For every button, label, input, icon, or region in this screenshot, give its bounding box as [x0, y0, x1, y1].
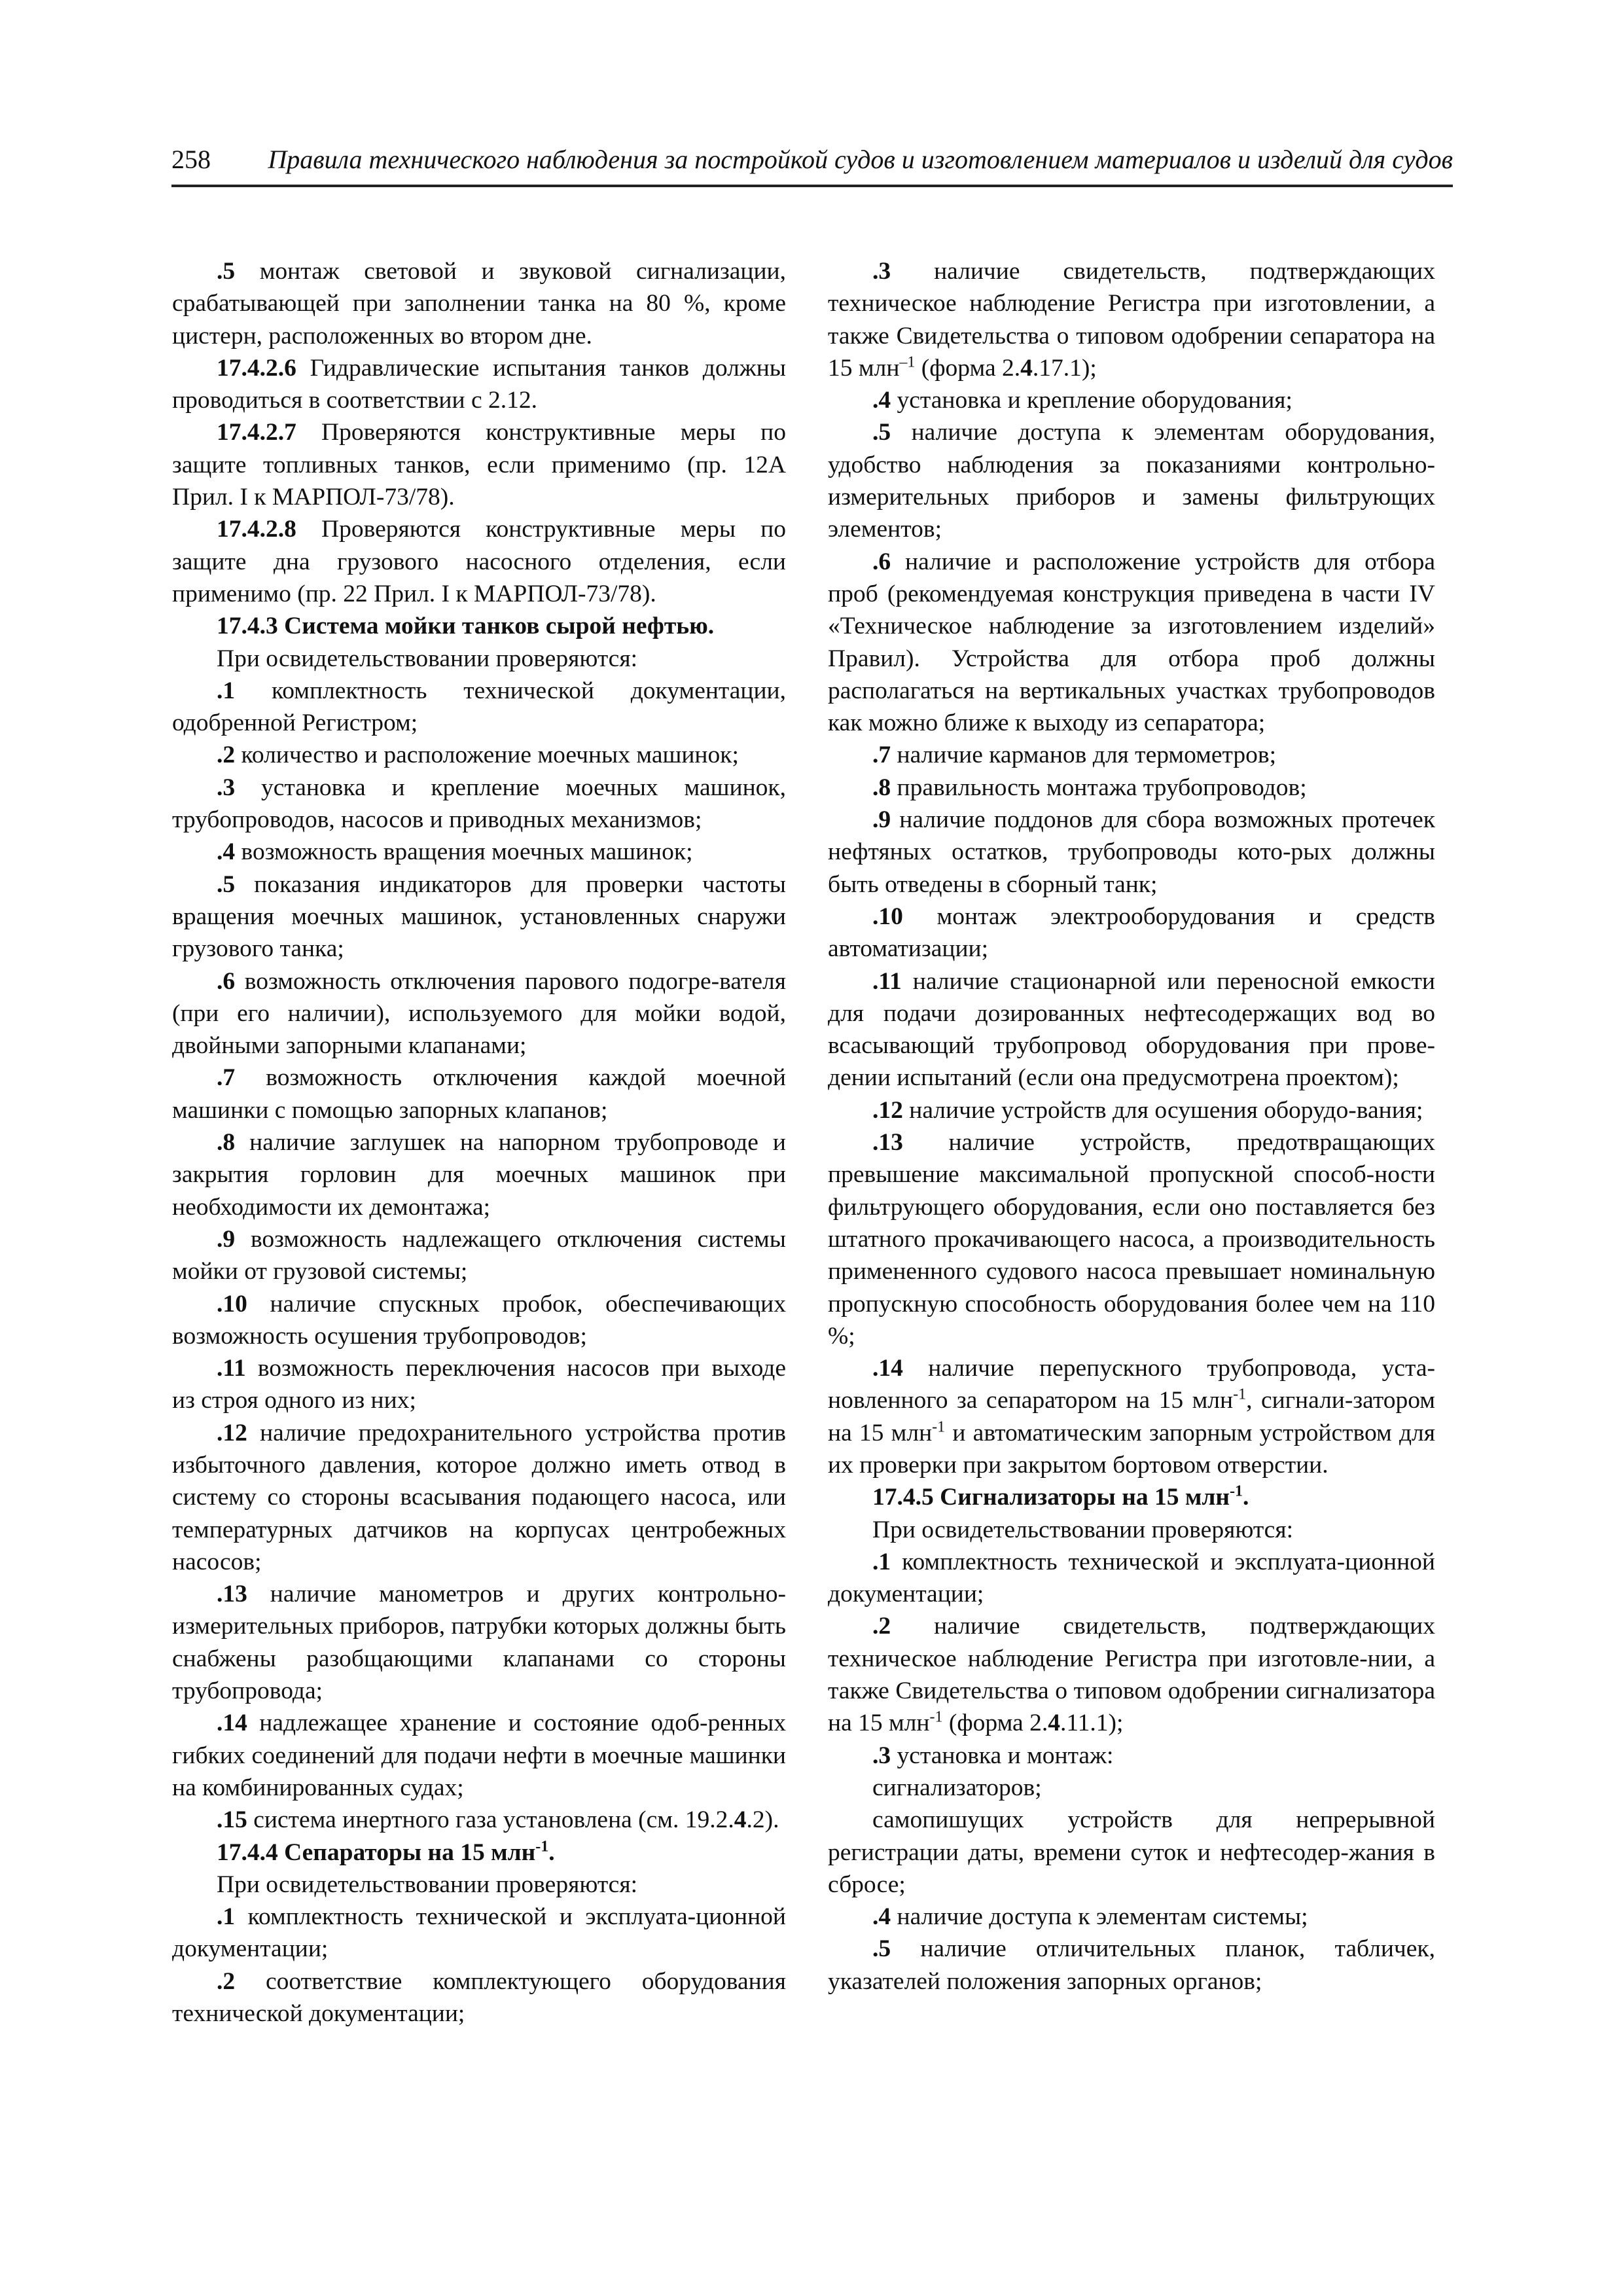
list-item: .10 наличие спускных пробок, обеспечивающих возможность осушения трубопроводов; [172, 1290, 786, 1350]
paragraph: .5 монтаж световой и звуковой сигнализации, срабатывающей при заполнении танка на 80 %, кроме цистерн, расположенных во втором дне. [172, 258, 786, 350]
section-heading: 17.4.4 Сепараторы на 15 млн$^{-1}$. [217, 1838, 555, 1866]
list-item: .2 количество и расположение моечных машинок; [217, 742, 739, 769]
list-item: .3 наличие свидетельств, подтверждающих техническое наблюдение Регистра при изготовлении, а также Свидетельства о типовом одобрении сепаратора на 15 млн$^{-1}$ (форма 2.4.17.1); [828, 258, 1435, 382]
list-item: .12 наличие устройств для осушения оборудо-вания; [872, 1096, 1423, 1124]
paragraph: самопишущих устройств для непрерывной регистрации даты, времени суток и нефтесодер-жания в сбросе; [828, 1806, 1435, 1898]
right-column [828, 255, 1435, 1998]
paragraph: При освидетельствовании проверяются: [872, 1516, 1293, 1543]
page-number: 258 [171, 145, 211, 174]
paragraph: сигнализаторов; [872, 1774, 1042, 1801]
list-item: .12 наличие предохранительного устройства против избыточного давления, которое должно иметь отвод в систему со стороны всасывания подающего насоса, или температурных датчиков на корпусах центробежных насосов; [172, 1419, 786, 1575]
running-header [171, 141, 1453, 187]
paragraph: При освидетельствовании проверяются: [217, 645, 637, 672]
list-item: .3 установка и крепление моечных машинок, трубопроводов, насосов и приводных механизмов; [172, 774, 786, 834]
paragraph: 17.4.2.6 Гидравлические испытания танков должны проводиться в соответствии с 2.12. [172, 354, 786, 414]
list-item: .11 наличие стационарной или переносной емкости для подачи дозированных нефтесодержащих вод во всасывающий трубопровод оборудования при прове-дении испытаний (если она предусмотрена проектом); [828, 967, 1435, 1092]
list-item: .7 возможность отключения каждой моечной машинки с помощью запорных клапанов; [172, 1064, 786, 1124]
list-item: .5 наличие доступа к элементам оборудования, удобство наблюдения за показаниями контрольно-измерительных приборов и замены фильтрующих элементов; [828, 419, 1435, 543]
list-item: .1 комплектность технической и эксплуата-ционной документации; [172, 1903, 786, 1963]
list-item: .13 наличие манометров и других контрольно-измерительных приборов, патрубки которых должны быть снабжены разобщающими клапанами со стороны трубопровода; [172, 1581, 786, 1705]
list-item: .3 установка и монтаж: [872, 1742, 1114, 1769]
list-item: .4 установка и крепление оборудования; [872, 387, 1293, 414]
list-item: .4 наличие доступа к элементам системы; [872, 1903, 1308, 1931]
list-item: .4 возможность вращения моечных машинок; [217, 838, 693, 866]
list-item: .11 возможность переключения насосов при выходе из строя одного из них; [172, 1355, 786, 1414]
list-item: .2 наличие свидетельств, подтверждающих техническое наблюдение Регистра при изготовле-нии, а также Свидетельства о типовом одобрении сигнализатора на 15 млн$^{-1}$ (форма 2.4.11.1); [828, 1613, 1435, 1737]
list-item: .6 возможность отключения парового подогре-вателя (при его наличии), используемого для мойки водой, двойными запорными клапанами; [172, 967, 786, 1060]
list-item: .8 наличие заглушек на напорном трубопроводе и закрытия горловин для моечных машинок при необходимости их демонтажа; [172, 1129, 786, 1221]
header-title: Правила технического наблюдения за постройкой судов и изготовлением материалов и изделий для судов [268, 145, 1453, 174]
list-item: .1 комплектность технической документации, одобренной Регистром; [172, 677, 786, 737]
list-item: .14 наличие перепускного трубопровода, уста-новленного за сепаратором на 15 млн$^{-1}$, сигнали-затором на 15 млн$^{-1}$ и автоматическим запорным устройством для их проверки при закрытом бортовом отверстии. [828, 1355, 1435, 1479]
left-column [172, 255, 786, 2030]
paragraph: 17.4.2.7 Проверяются конструктивные меры по защите топливных танков, если применимо (пр. 12А Прил. I к МАРПОЛ-73/78). [172, 419, 786, 511]
list-item: .7 наличие карманов для термометров; [872, 742, 1277, 769]
list-item: .1 комплектность технической и эксплуата-ционной документации; [828, 1548, 1435, 1608]
section-heading: 17.4.5 Сигнализаторы на 15 млн$^{-1}$. [872, 1482, 1249, 1511]
list-item: .9 наличие поддонов для сбора возможных протечек нефтяных остатков, трубопроводы кото-рых должны быть отведены в сборный танк; [828, 806, 1435, 898]
section-heading: 17.4.3 Система мойки танков сырой нефтью. [217, 613, 715, 640]
list-item: .5 наличие отличительных планок, табличек, указателей положения запорных органов; [828, 1935, 1435, 1995]
list-item: .5 показания индикаторов для проверки частоты вращения моечных машинок, установленных снаружи грузового танка; [172, 870, 786, 963]
list-item: .13 наличие устройств, предотвращающих превышение максимальной пропускной способ-ности фильтрующего оборудования, если оно поставляется без штатного прокачивающего насоса, а производительность примененного судового насоса превышает номинальную пропускную способность оборудования более чем на 110 %; [828, 1129, 1435, 1350]
list-item: .15 система инертного газа установлена (см. 19.2.4.2). [217, 1806, 779, 1834]
list-item: .6 наличие и расположение устройств для отбора проб (рекомендуемая конструкция приведена в части IV «Техническое наблюдение за изготовлением изделий» Правил). Устройства для отбора проб должны располагаться на вертикальных участках трубопроводов как можно ближе к выходу из сепаратора; [828, 548, 1435, 737]
paragraph: 17.4.2.8 Проверяются конструктивные меры по защите дна грузового насосного отделения, если применимо (пр. 22 Прил. I к МАРПОЛ-73/78). [172, 516, 786, 607]
list-item: .8 правильность монтажа трубопроводов; [872, 774, 1307, 801]
list-item: .2 соответствие комплектующего оборудования технической документации; [172, 1967, 786, 2028]
list-item: .9 возможность надлежащего отключения системы мойки от грузовой системы; [172, 1225, 786, 1285]
list-item: .10 монтаж электрооборудования и средств автоматизации; [828, 903, 1435, 963]
list-item: .14 надлежащее хранение и состояние одоб-ренных гибких соединений для подачи нефти в моечные машинки на комбинированных судах; [172, 1710, 786, 1801]
paragraph: При освидетельствовании проверяются: [217, 1871, 637, 1898]
